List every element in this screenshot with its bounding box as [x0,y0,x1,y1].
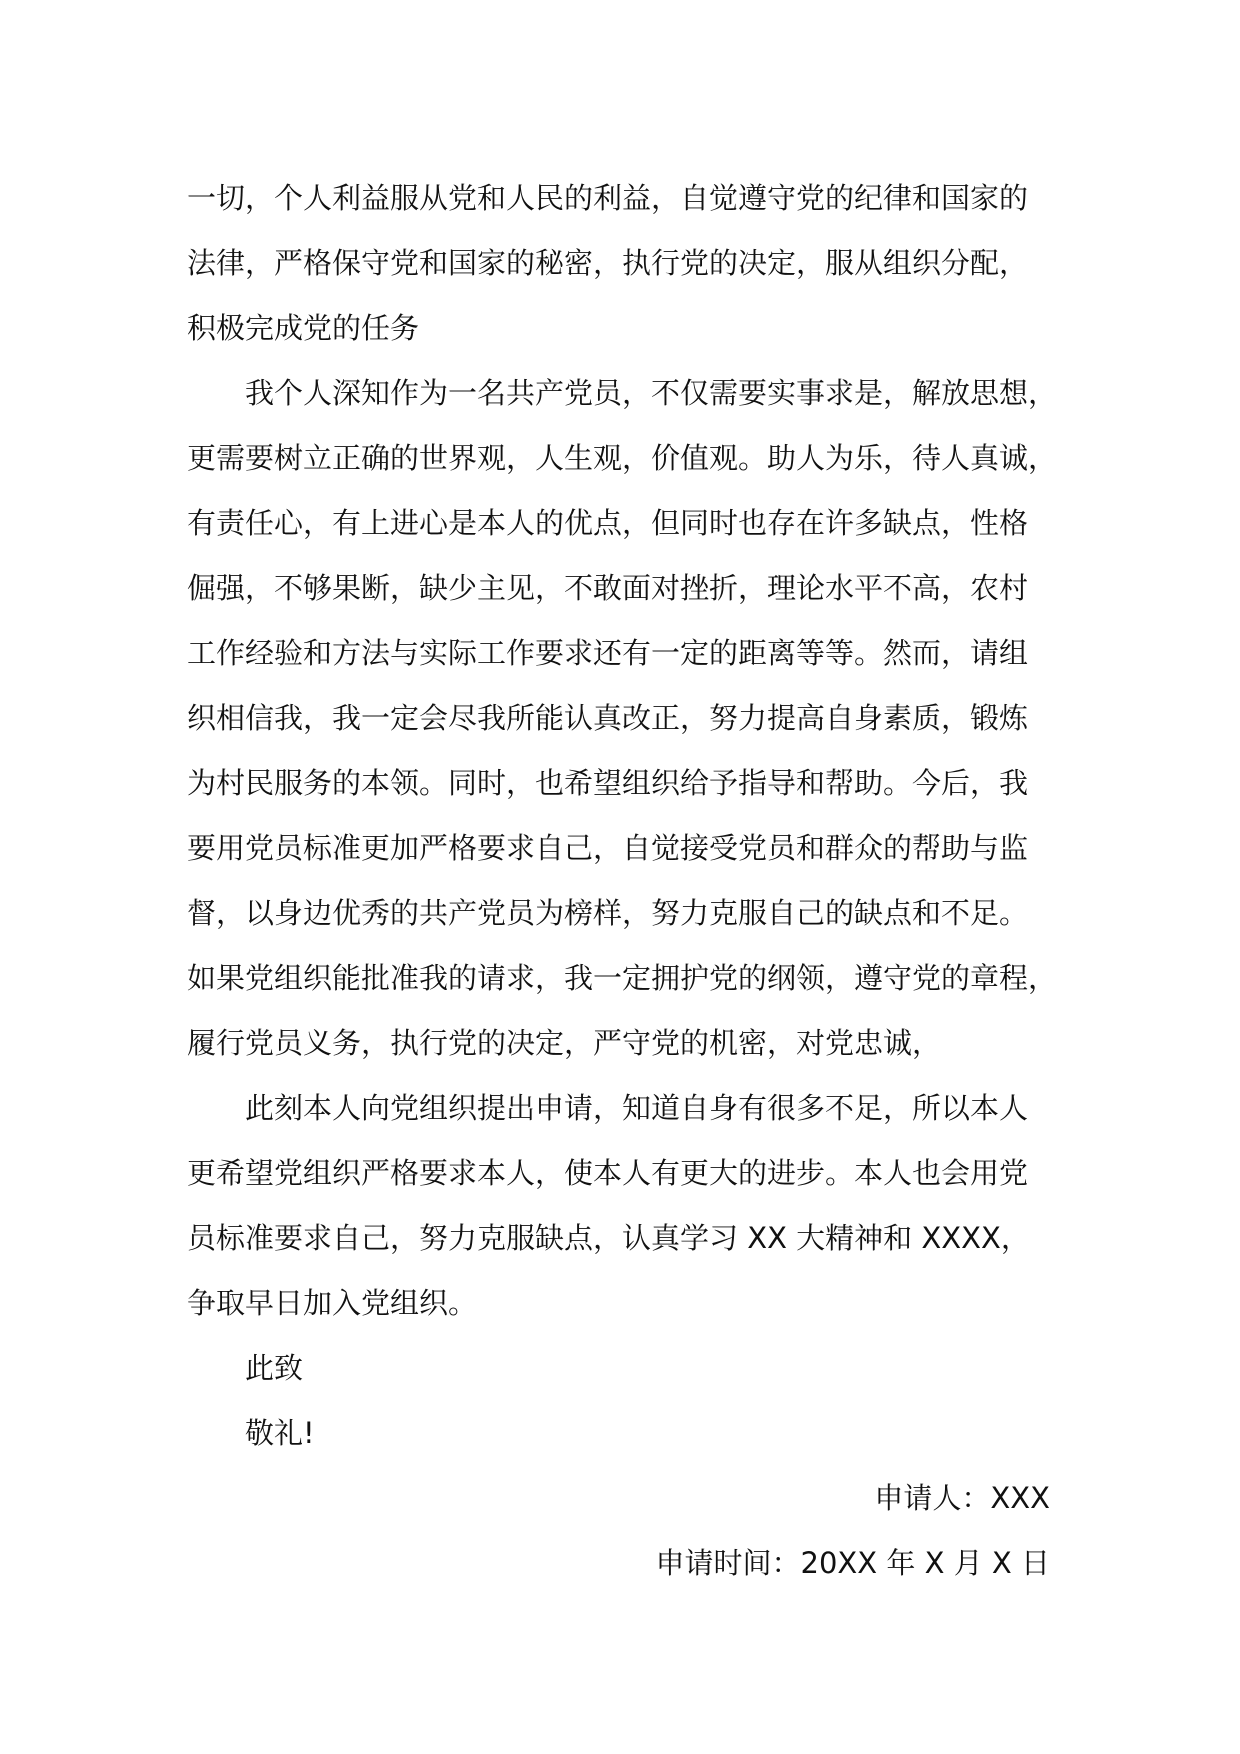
text-line: 员标准要求自己，努力克服缺点，认真学习 XX 大精神和 XXXX， [187,1221,1030,1255]
text-line: 此刻本人向党组织提出申请，知道自身有很多不足，所以本人 [245,1091,1029,1125]
application-date: 申请时间：20XX 年 X 月 X 日 [655,1546,1050,1580]
text-line: 一切，个人利益服从党和人民的利益，自觉遵守党的纪律和国家的 [187,181,1029,215]
letter-body [187,166,1077,1596]
text-line: 更需要树立正确的世界观，人生观，价值观。助人为乐，待人真诚， [187,441,1058,475]
text-line: 有责任心，有上进心是本人的优点，但同时也存在许多缺点，性格 [187,506,1029,540]
paragraph-1 [187,166,1077,361]
text-line: 履行党员义务，执行党的决定，严守党的机密，对党忠诚， [187,1026,942,1060]
text-line: 督，以身边优秀的共产党员为榜样，努力克服自己的缺点和不足。 [187,896,1029,930]
closing-regards: 敬礼! [245,1416,315,1450]
text-line: 织相信我，我一定会尽我所能认真改正，努力提高自身素质，锻炼 [187,701,1029,735]
text-line: 要用党员标准更加严格要求自己，自觉接受党员和群众的帮助与监 [187,831,1029,865]
text-line: 争取早日加入党组织。 [187,1286,478,1320]
text-line: 倔强，不够果断，缺少主见，不敢面对挫折，理论水平不高，农村 [187,571,1029,605]
paragraph-2 [187,361,1077,1076]
closing-salutation: 此致 [245,1351,304,1385]
text-line: 如果党组织能批准我的请求，我一定拥护党的纲领，遵守党的章程， [187,961,1058,995]
text-line: 我个人深知作为一名共产党员，不仅需要实事求是，解放思想， [245,376,1058,410]
text-line: 积极完成党的任务 [187,311,420,345]
paragraph-3 [187,1076,1077,1336]
closing [187,1336,1077,1466]
text-line: 法律，严格保守党和国家的秘密，执行党的决定，服从组织分配， [187,246,1029,280]
text-line: 为村民服务的本领。同时，也希望组织给予指导和帮助。今后，我 [187,766,1029,800]
text-line: 更希望党组织严格要求本人，使本人有更大的进步。本人也会用党 [187,1156,1029,1190]
text-line: 工作经验和方法与实际工作要求还有一定的距离等等。然而，请组 [187,636,1029,670]
applicant-name: 申请人：XXX [874,1481,1050,1515]
signature-block [187,1466,1077,1596]
